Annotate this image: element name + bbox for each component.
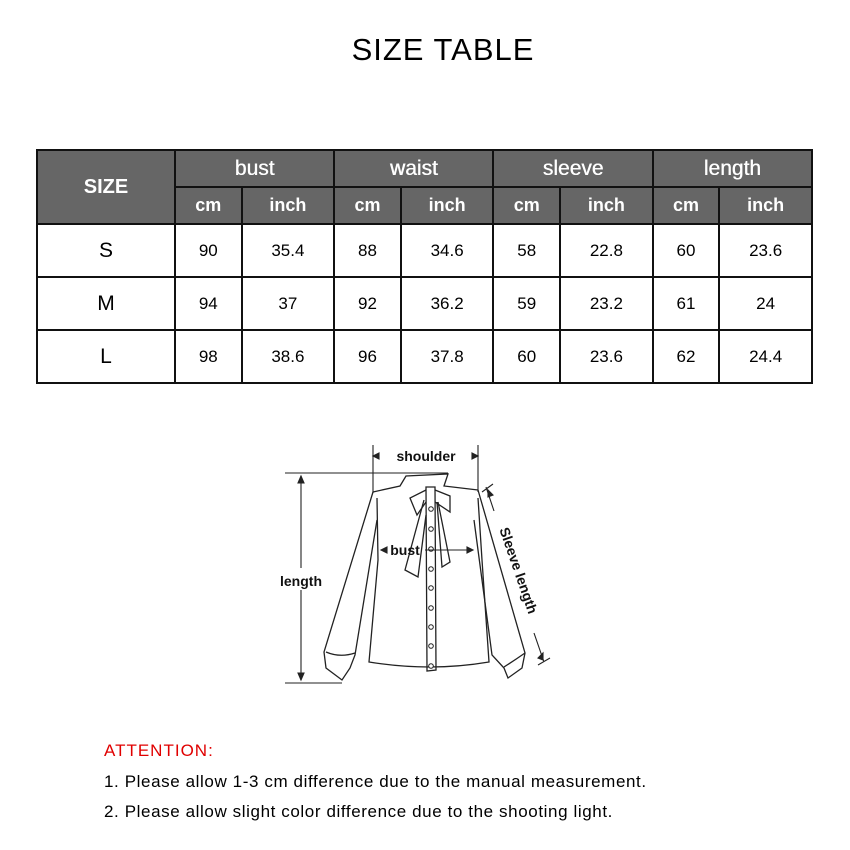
bust-label: bust [390,542,420,558]
table-row [37,277,812,330]
value-cell: 23.2 [560,277,653,330]
size-table [36,149,813,384]
value-cell: 90 [175,224,242,277]
value-cell: 37.8 [401,330,494,383]
unit-header: cm [653,187,720,224]
length-label: length [280,573,322,589]
value-cell: 96 [334,330,401,383]
unit-header: inch [719,187,812,224]
note-1: 1. Please allow 1-3 cm difference due to the manual measurement. [104,772,647,791]
size-header: SIZE [37,150,175,224]
unit-header: cm [334,187,401,224]
value-cell: 92 [334,277,401,330]
sleeve-length-label: Sleeve length [496,525,541,616]
value-cell: 94 [175,277,242,330]
value-cell: 35.4 [242,224,335,277]
bust-header: bust [175,150,334,187]
page-title: SIZE TABLE [351,32,535,67]
value-cell: 38.6 [242,330,335,383]
value-cell: 24 [719,277,812,330]
value-cell: 23.6 [719,224,812,277]
value-cell: 59 [493,277,560,330]
unit-header: cm [493,187,560,224]
value-cell: 37 [242,277,335,330]
table-row [37,330,812,383]
unit-header: inch [242,187,335,224]
size-cell: M [37,277,175,330]
unit-header: inch [401,187,494,224]
value-cell: 58 [493,224,560,277]
shirt-measurement-diagram [260,440,560,700]
size-cell: L [37,330,175,383]
size-cell: S [37,224,175,277]
value-cell: 60 [653,224,720,277]
unit-header: inch [560,187,653,224]
value-cell: 88 [334,224,401,277]
table-row [37,224,812,277]
value-cell: 34.6 [401,224,494,277]
shoulder-label: shoulder [396,448,456,464]
attention-label: ATTENTION: [104,741,214,760]
note-2: 2. Please allow slight color difference due to the shooting light. [104,802,613,821]
value-cell: 36.2 [401,277,494,330]
value-cell: 61 [653,277,720,330]
length-header: length [653,150,812,187]
value-cell: 24.4 [719,330,812,383]
waist-header: waist [334,150,493,187]
value-cell: 98 [175,330,242,383]
value-cell: 23.6 [560,330,653,383]
value-cell: 62 [653,330,720,383]
shirt-outline-icon [324,474,525,680]
sleeve-header: sleeve [493,150,652,187]
unit-header: cm [175,187,242,224]
value-cell: 22.8 [560,224,653,277]
value-cell: 60 [493,330,560,383]
